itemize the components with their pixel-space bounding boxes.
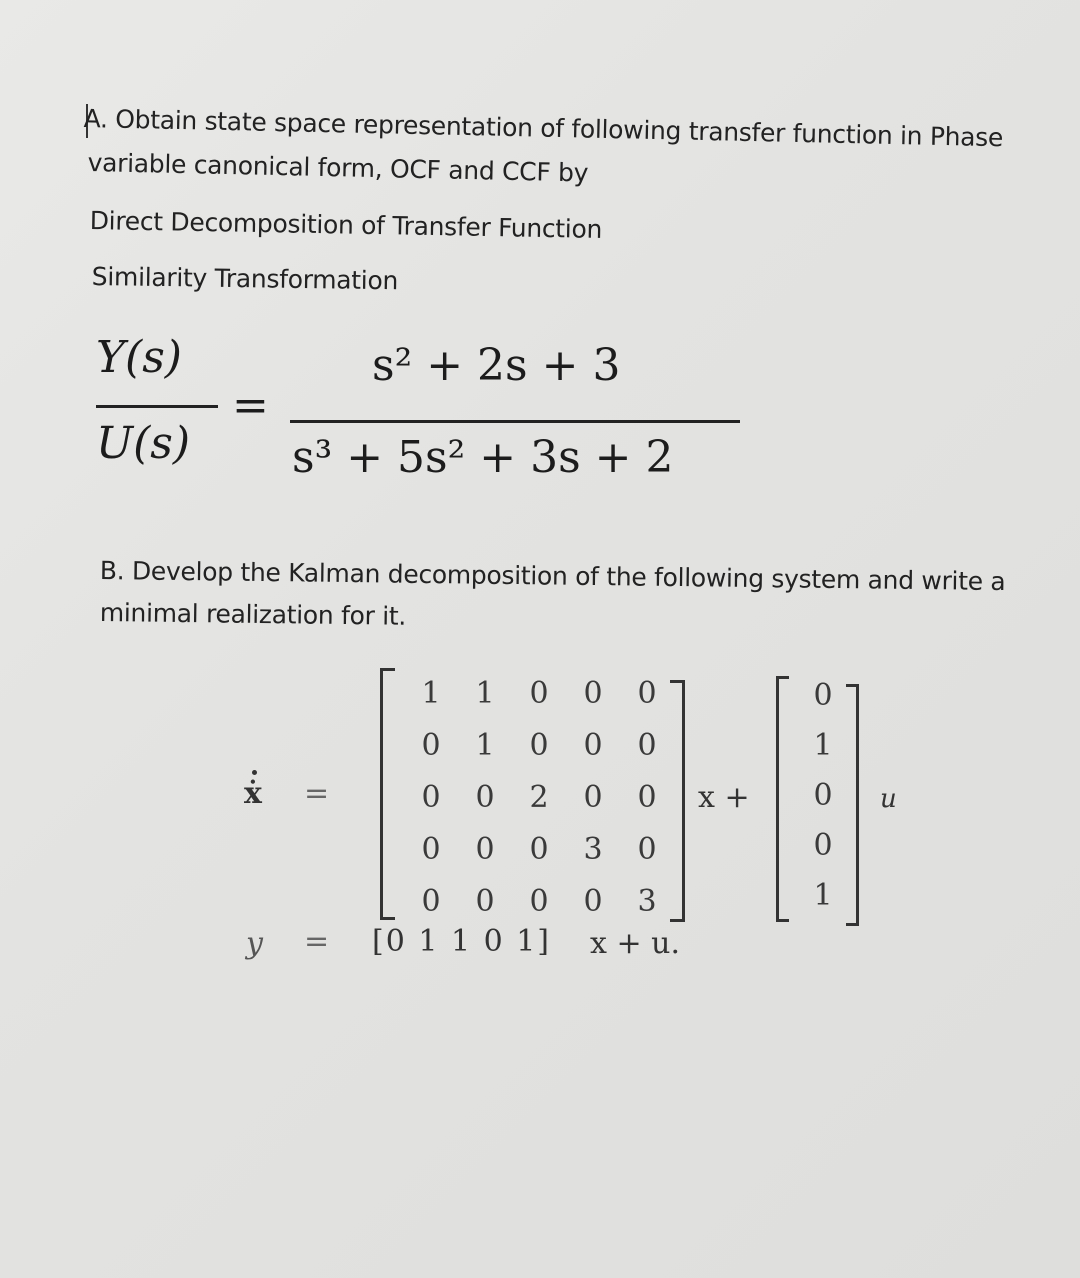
vector-b xyxy=(800,678,846,928)
matrix-a-cell: 0 xyxy=(475,780,495,815)
matrix-a-cell: 0 xyxy=(637,832,657,867)
matrix-a-cell: 0 xyxy=(529,728,549,763)
matrix-a-cell: 0 xyxy=(583,780,603,815)
xdot-dot-mark xyxy=(252,770,257,775)
matrix-a-cell: 1 xyxy=(475,676,495,711)
vector-b-left-bracket xyxy=(776,676,789,922)
part-b-line-1: B. Develop the Kalman decomposition of the following system and write a xyxy=(99,556,1006,597)
tf-rhs-denominator: s³ + 5s² + 3s + 2 xyxy=(292,432,674,483)
output-matrix-c: [0 1 1 0 1] xyxy=(372,924,551,959)
matrix-a-cell: 2 xyxy=(529,780,549,815)
matrix-a xyxy=(404,676,674,936)
matrix-a-cell: 0 xyxy=(637,728,657,763)
matrix-a-cell: 0 xyxy=(475,832,495,867)
matrix-a-cell: 1 xyxy=(475,728,495,763)
matrix-a-right-bracket xyxy=(670,680,685,922)
matrix-a-cell: 0 xyxy=(583,676,603,711)
tf-rhs-numerator: s² + 2s + 3 xyxy=(372,340,621,391)
method-similarity-transformation: Similarity Transformation xyxy=(91,262,399,296)
part-a-line-1: A. Obtain state space representation of following transfer function in Phase xyxy=(83,104,1004,153)
matrix-a-cell: 0 xyxy=(529,832,549,867)
vector-b-cell: 0 xyxy=(813,828,833,863)
vector-b-cell: 0 xyxy=(813,678,833,713)
matrix-a-cell: 0 xyxy=(637,780,657,815)
tf-equals-sign: = xyxy=(232,380,269,431)
output-equals-sign: = xyxy=(304,924,330,959)
part-a-line-2: variable canonical form, OCF and CCF by xyxy=(87,148,589,188)
matrix-a-cell: 0 xyxy=(529,676,549,711)
part-b-line-2: minimal realization for it. xyxy=(99,598,407,631)
input-u-symbol: u xyxy=(880,784,897,814)
state-derivative-symbol: ẋ xyxy=(244,776,262,811)
method-direct-decomposition: Direct Decomposition of Transfer Function xyxy=(89,206,603,244)
matrix-a-cell: 0 xyxy=(421,884,441,919)
matrix-a-cell: 0 xyxy=(529,884,549,919)
tf-lhs-numerator: Y(s) xyxy=(96,332,182,383)
tf-lhs-denominator: U(s) xyxy=(96,418,190,469)
tf-rhs-fraction-bar xyxy=(290,420,740,423)
vector-b-cell: 1 xyxy=(813,878,833,913)
matrix-a-cell: 0 xyxy=(475,884,495,919)
matrix-a-cell: 0 xyxy=(583,884,603,919)
state-x-plus: x + xyxy=(698,780,750,815)
matrix-a-cell: 0 xyxy=(421,728,441,763)
matrix-a-cell: 0 xyxy=(421,832,441,867)
vector-b-right-bracket xyxy=(846,684,859,926)
output-equation-tail: x + u. xyxy=(590,926,680,961)
tf-lhs-fraction-bar xyxy=(96,405,218,408)
matrix-a-cell: 0 xyxy=(583,728,603,763)
matrix-a-cell: 0 xyxy=(637,676,657,711)
vector-b-cell: 1 xyxy=(813,728,833,763)
output-y-symbol: y xyxy=(246,926,263,961)
state-equals-sign: = xyxy=(304,776,330,811)
matrix-a-cell: 3 xyxy=(637,884,657,919)
matrix-a-cell: 0 xyxy=(421,780,441,815)
vector-b-cell: 0 xyxy=(813,778,833,813)
matrix-a-cell: 1 xyxy=(421,676,441,711)
matrix-a-left-bracket xyxy=(380,668,395,920)
matrix-a-cell: 3 xyxy=(583,832,603,867)
